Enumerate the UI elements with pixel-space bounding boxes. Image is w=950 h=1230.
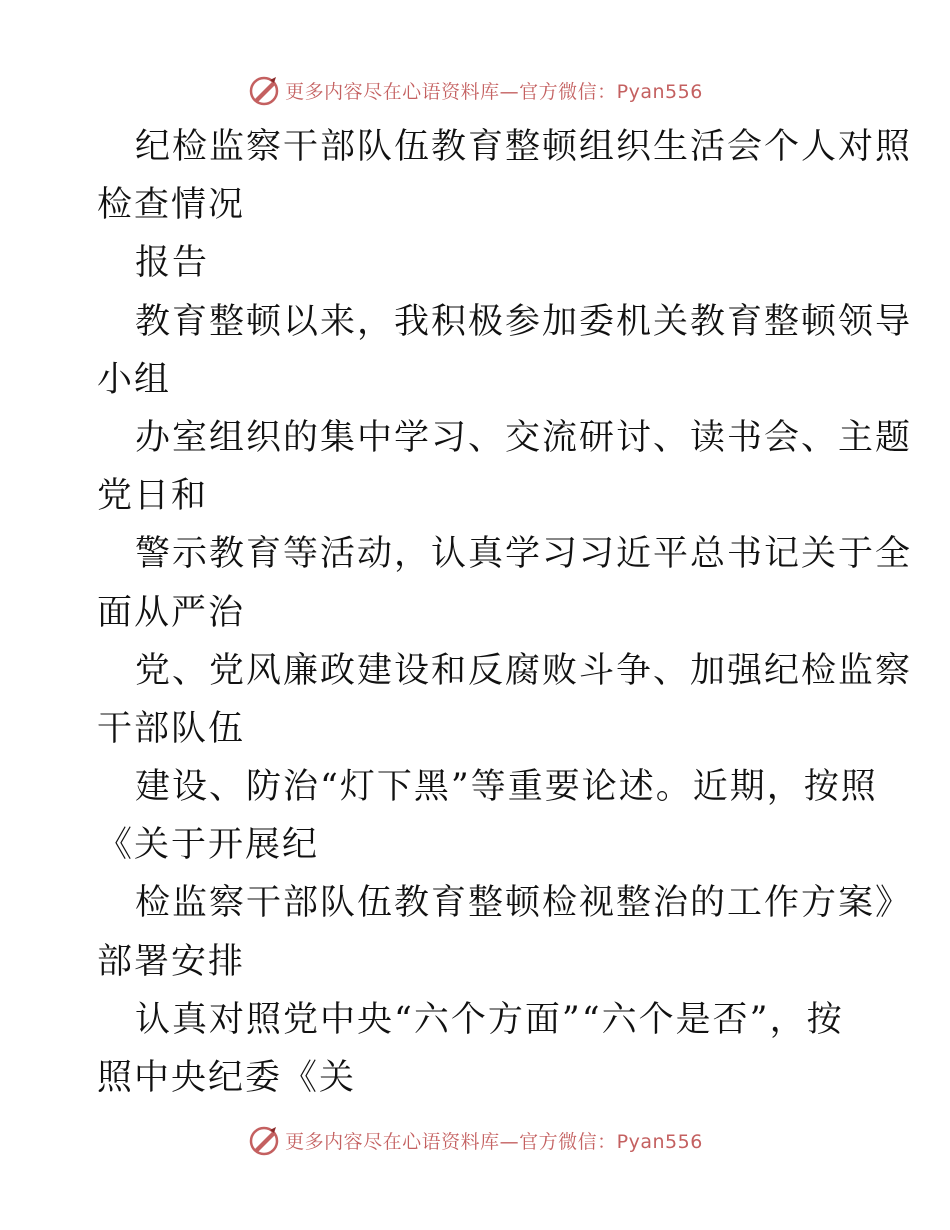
text-line: 部署安排: [97, 941, 246, 982]
text-line: 党日和: [97, 476, 209, 517]
pen-logo-icon: [247, 1123, 281, 1157]
footer-watermark: [0, 1122, 950, 1158]
text-line: 干部队伍: [97, 708, 246, 749]
text-line: 办室组织的集中学习、交流研讨、读书会、主题: [135, 417, 913, 458]
text-line: 面从严治: [97, 592, 246, 633]
text-line: 报告: [135, 243, 210, 284]
watermark-text: 更多内容尽在心语资料库—官方微信：Pyan556: [285, 80, 703, 103]
text-line: 党、党风廉政建设和反腐败斗争、加强纪检监察: [135, 650, 913, 691]
text-line: 小组: [97, 359, 172, 400]
text-line: 《关于开展纪: [97, 825, 320, 866]
document-body: [97, 118, 913, 1107]
text-line: 检查情况: [97, 185, 246, 226]
text-line: 建设、防治“灯下黑”等重要论述。近期，按照: [135, 767, 878, 808]
text-line: 认真对照党中央“六个方面”“六个是否”，按: [135, 999, 844, 1040]
pen-logo-icon: [247, 73, 281, 107]
text-line: 照中央纪委《关: [97, 1058, 357, 1098]
text-line: 警示教育等活动，认真学习习近平总书记关于全: [135, 534, 913, 575]
text-line: 纪检监察干部队伍教育整顿组织生活会个人对照: [135, 127, 913, 167]
text-line: 教育整顿以来，我积极参加委机关教育整顿领导: [135, 301, 913, 342]
header-watermark: [0, 72, 950, 108]
watermark-text: 更多内容尽在心语资料库—官方微信：Pyan556: [285, 1130, 703, 1153]
text-line: 检监察干部队伍教育整顿检视整治的工作方案》: [135, 883, 913, 924]
